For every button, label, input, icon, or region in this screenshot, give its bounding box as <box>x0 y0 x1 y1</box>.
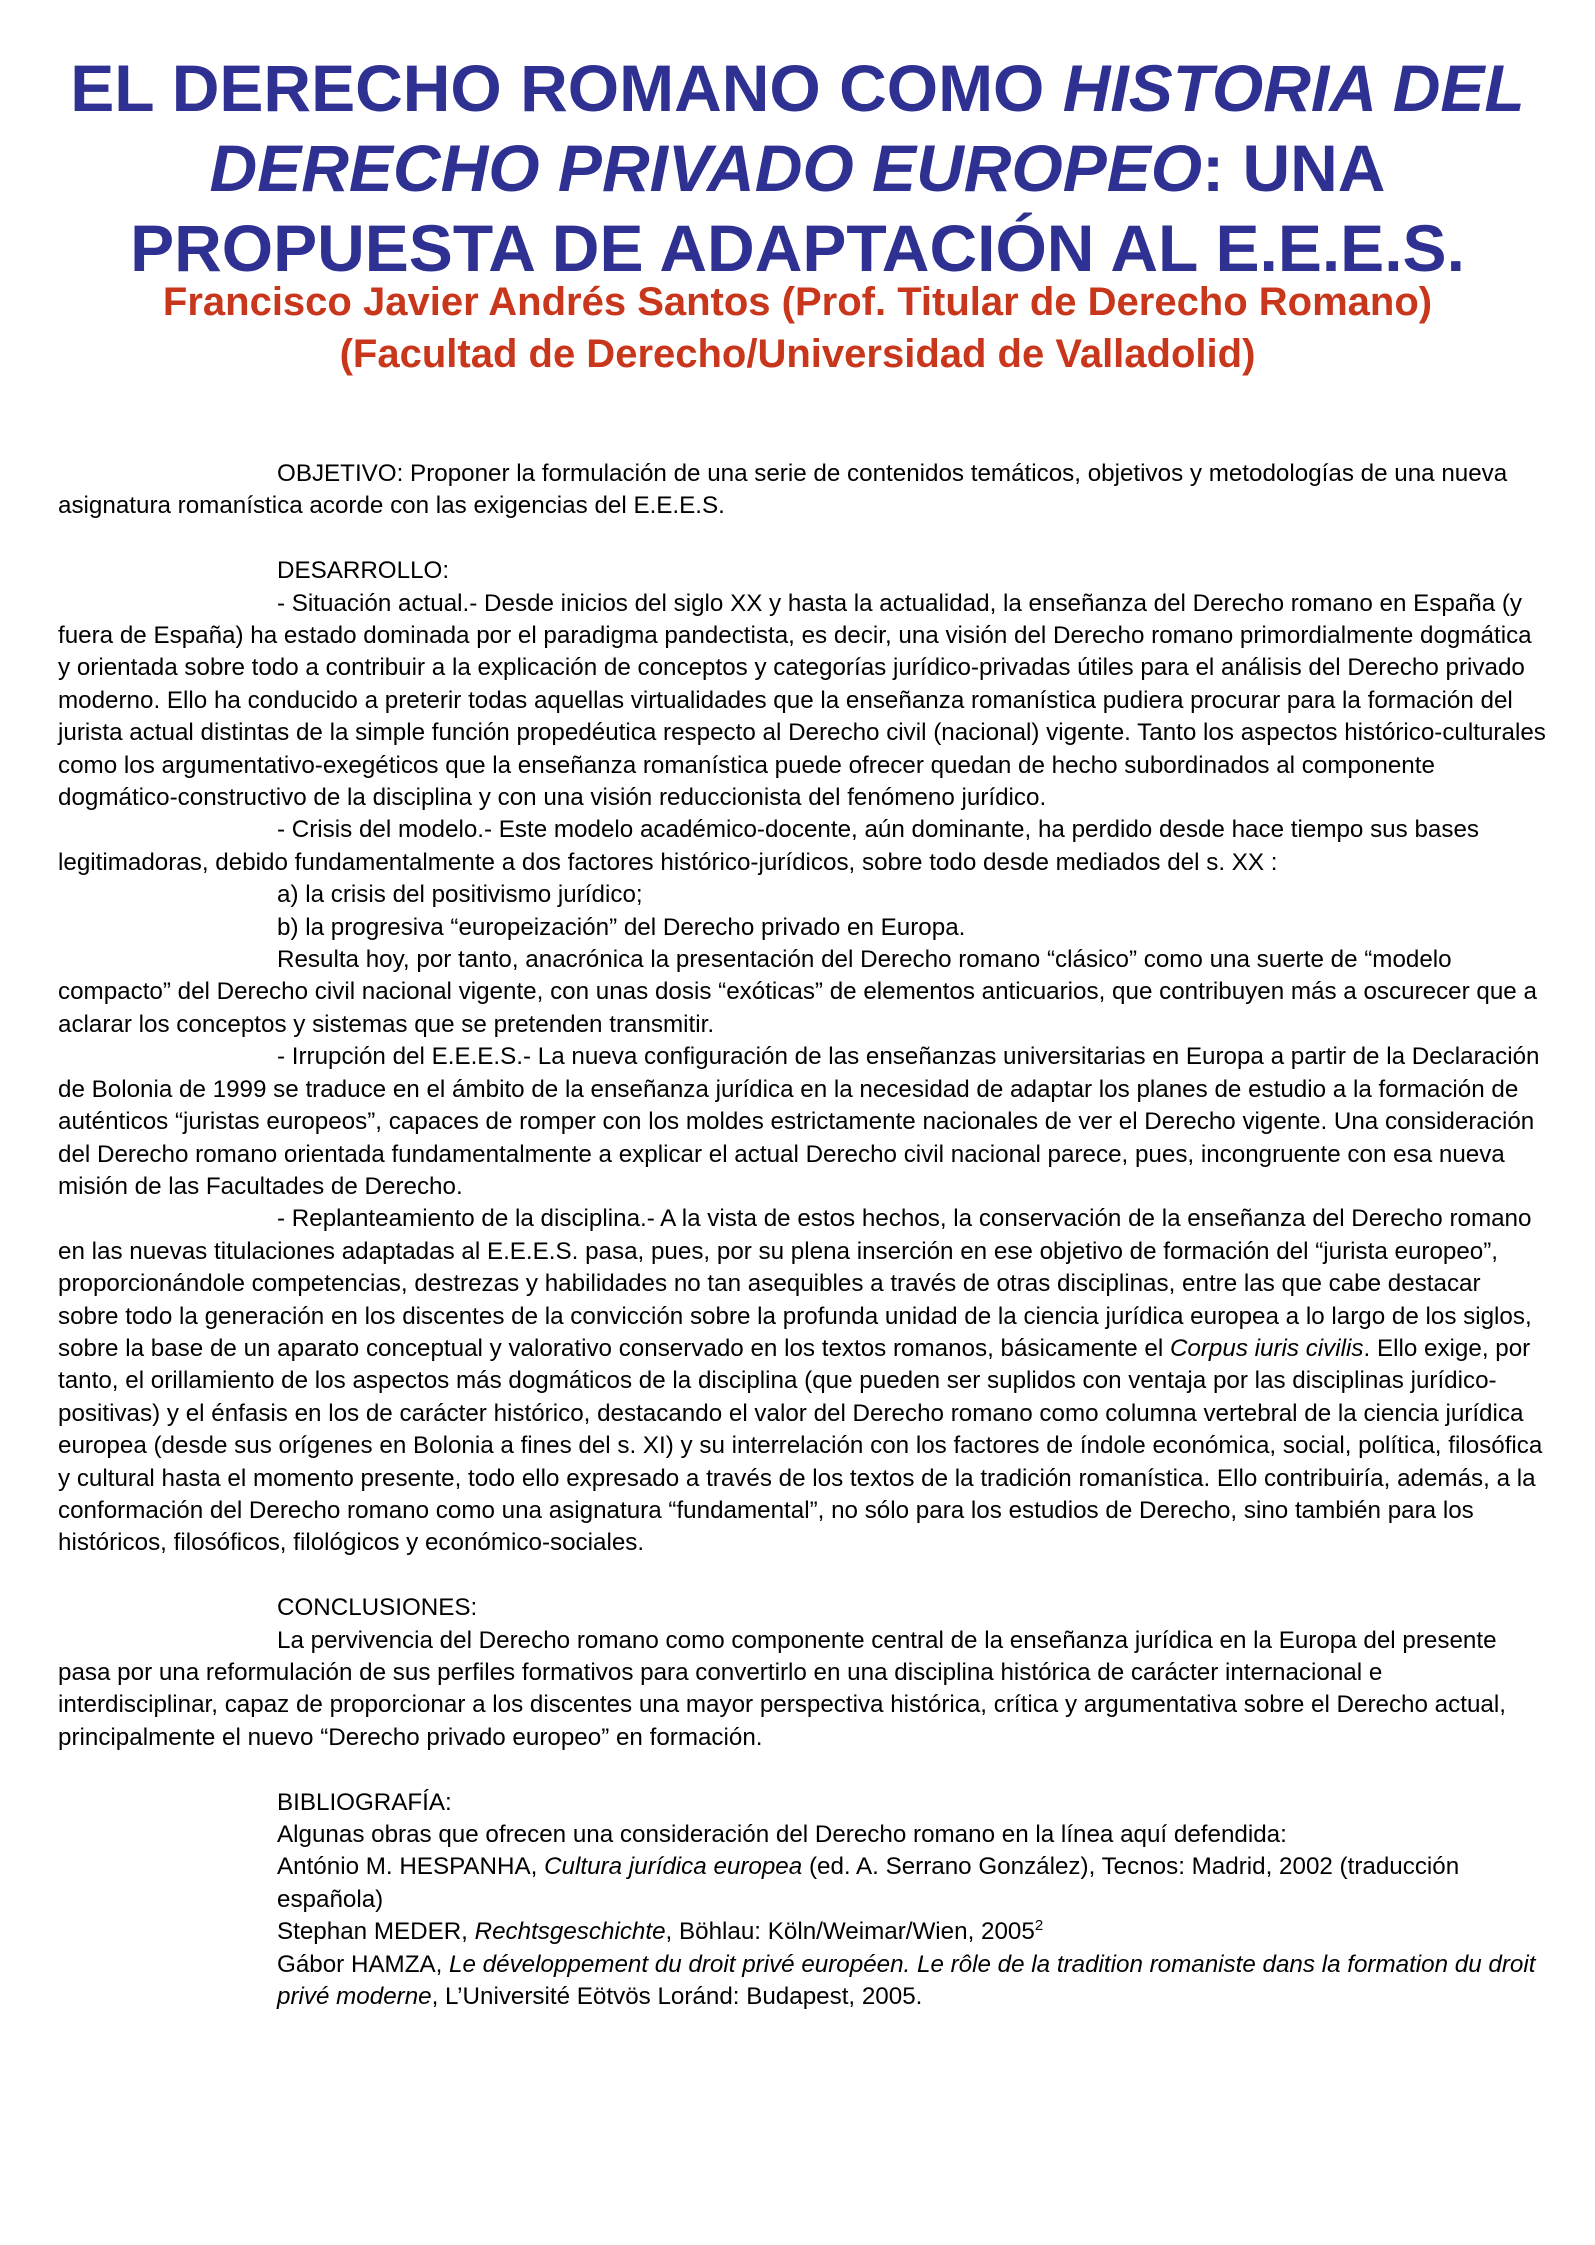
ref-title: Le développement du droit privé européen. Le rôle de la tradition romaniste dans la formation du droit privé moderne <box>277 1950 1536 2011</box>
objetivo-paragraph: OBJETIVO: Proponer la formulación de una serie de contenidos temáticos, objetivos y metodologías de una nueva asignatura romanística acorde con las exigencias del E.E.E.S. <box>58 460 1508 520</box>
conclusiones-heading: CONCLUSIONES: <box>277 1594 478 1622</box>
author-affiliation: (Facultad de Derecho/Universidad de Valladolid) <box>339 332 1256 376</box>
ref-details: , L’Université Eötvös Loránd: Budapest, 2005. <box>431 1983 923 2011</box>
corpus-iuris-civilis: Corpus iuris civilis <box>1169 1334 1364 1362</box>
crisis-paragraph: - Crisis del modelo.- Este modelo académico-docente, aún dominante, ha perdido desde hace tiempo sus bases legitimadoras, debido fundamentalmente a dos factores histórico-jurídicos, sobre todo desde mediados del s. XX : <box>58 816 1479 876</box>
bibliografia-heading: BIBLIOGRAFÍA: <box>277 1788 452 1816</box>
desarrollo-heading: DESARROLLO: <box>277 557 450 585</box>
document-body <box>58 458 1546 2013</box>
replanteamiento-paragraph <box>58 1203 1546 1559</box>
bibliografia-ref-hespanha <box>277 1851 1546 1916</box>
bibliografia-ref-hamza <box>277 1949 1546 2014</box>
title-italic: HISTORIA DEL DERECHO PRIVADO EUROPEO <box>209 51 1525 205</box>
conclusiones-paragraph: La pervivencia del Derecho romano como componente central de la enseñanza jurídica en la Europa del presente pasa por una reformulación de sus perfiles formativos para convertirlo en una disciplina histórica de carácter internacional e interdisciplinar, capaz de proporcionar a los discentes una mayor perspectiva histórica, crítica y argumentativa sobre el Derecho actual, principalmente el nuevo “Derecho privado europeo” en formación. <box>58 1626 1506 1751</box>
author-block <box>40 276 1555 380</box>
ref-author: António M. HESPANHA, <box>277 1853 545 1881</box>
ref-title: Rechtsgeschichte <box>474 1918 666 1946</box>
ref-details: (ed. A. Serrano González), Tecnos: Madrid, 2002 (traducción española) <box>277 1853 1460 1913</box>
resulta-paragraph: Resulta hoy, por tanto, anacrónica la presentación del Derecho romano “clásico” como una suerte de “modelo compacto” del Derecho civil nacional vigente, con unas dosis “exóticas” de elementos anticuarios, que contribuyen más a oscurecer que a aclarar los conceptos y sistemas que se pretenden transmitir. <box>58 946 1537 1038</box>
crisis-item-b: b) la progresiva “europeización” del Derecho privado en Europa. <box>277 913 966 941</box>
author-name: Francisco Javier Andrés Santos (Prof. Titular de Derecho Romano) <box>162 280 1433 324</box>
ref-author: Stephan MEDER, <box>277 1918 475 1946</box>
title-part-2: : UNA PROPUESTA DE ADAPTACIÓN AL E.E.E.S. <box>130 131 1465 285</box>
title-part-1: EL DERECHO ROMANO COMO <box>70 51 1063 125</box>
bibliografia-intro: Algunas obras que ofrecen una consideración del Derecho romano en la línea aquí defendida: <box>277 1821 1287 1849</box>
ref-details: , Böhlau: Köln/Weimar/Wien, 2005 <box>665 1918 1035 1946</box>
ref-author: Gábor HAMZA, <box>277 1950 450 1978</box>
replanteamiento-text-2: . Ello exige, por tanto, el orillamiento de los aspectos más dogmáticos de la disciplina (que pueden ser suplidos con ventaja por las disciplinas jurídico-positivas) y el énfasis en los de carácter histórico, destacando el valor del Derecho romano como columna vertebral de la ciencia jurídica europea (desde sus orígenes en Bolonia a fines del s. XI) y su interrelación con los factores de índole económica, social, política, filosófica y cultural hasta el momento presente, todo ello expresado a través de los textos de la tradición romanística. Ello contribuiría, además, a la conformación del Derecho romano como una asignatura “fundamental”, no sólo para los estudios de Derecho, sino también para los históricos, filosóficos, filológicos y económico-sociales. <box>58 1334 1543 1557</box>
irrupcion-paragraph: - Irrupción del E.E.E.S.- La nueva configuración de las enseñanzas universitarias en Europa a partir de la Declaración de Bolonia de 1999 se traduce en el ámbito de la enseñanza jurídica en la necesidad de adaptar los planes de estudio a la formación de auténticos “juristas europeos”, capaces de romper con los moldes estrictamente nacionales de ver el Derecho vigente. Una consideración del Derecho romano orientada fundamentalmente a explicar el actual Derecho civil nacional parece, pues, incongruente con esa nueva misión de las Facultades de Derecho. <box>58 1043 1540 1200</box>
situacion-paragraph: - Situación actual.- Desde inicios del siglo XX y hasta la actualidad, la enseñanza del Derecho romano en España (y fuera de España) ha estado dominada por el paradigma pandectista, es decir, una visión del Derecho romano primordialmente dogmática y orientada sobre todo a contribuir a la explicación de conceptos y categorías jurídico-privadas útiles para el análisis del Derecho privado moderno. Ello ha conducido a preterir todas aquellas virtualidades que la enseñanza romanística pudiera procurar para la formación del jurista actual distintas de la simple función propedéutica respecto al Derecho civil (nacional) vigente. Tanto los aspectos histórico-culturales como los argumentativo-exegéticos que la enseñanza romanística puede ofrecer quedan de hecho subordinados al componente dogmático-constructivo de la disciplina y con una visión reduccionista del fenómeno jurídico. <box>58 589 1546 812</box>
bibliografia-block <box>58 1787 1546 2014</box>
document-title <box>40 48 1555 288</box>
ref-title: Cultura jurídica europea <box>544 1853 803 1881</box>
replanteamiento-text-1: - Replanteamiento de la disciplina.- A la vista de estos hechos, la conservación de la enseñanza del Derecho romano en las nuevas titulaciones adaptadas al E.E.E.S. pasa, pues, por su plena inserción en ese objetivo de formación del “jurista europeo”, proporcionándole competencias, destrezas y habilidades no tan asequibles a través de otras disciplinas, entre las que cabe destacar sobre todo la generación en los discentes de la convicción sobre la profunda unidad de la ciencia jurídica europea a lo largo de los siglos, sobre la base de un aparato conceptual y valorativo conservado en los textos romanos, básicamente el <box>58 1205 1532 1362</box>
crisis-item-a: a) la crisis del positivismo jurídico; <box>277 881 643 909</box>
bibliografia-ref-meder <box>277 1916 1546 1948</box>
edition-superscript: 2 <box>1034 1917 1044 1935</box>
